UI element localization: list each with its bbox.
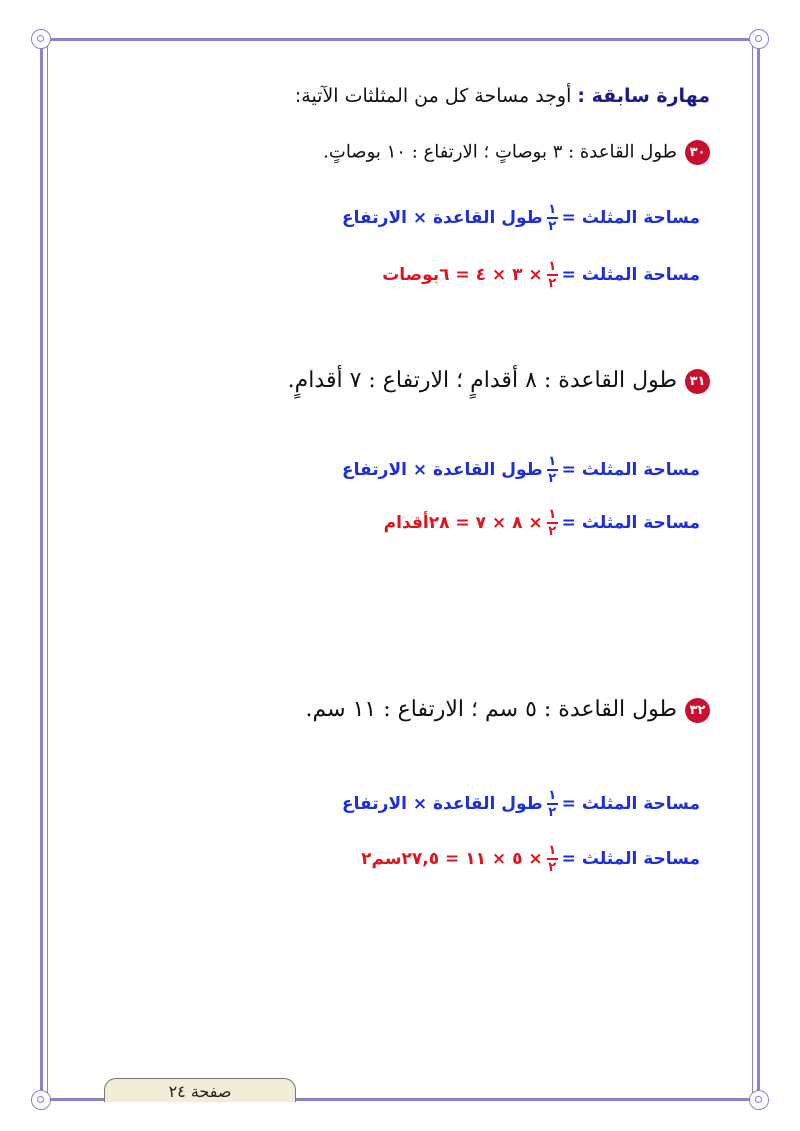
calculation-result: × ٥ × ١١ = ٢٧,٥سم٢ [361,849,543,869]
fraction-numerator: ١ [548,259,557,274]
formula-lhs: مساحة المثلث = [561,460,700,480]
area-rule-formula-30 [342,203,700,233]
corner-ornament-top-left [31,29,51,49]
problem-statement-31 [288,368,710,394]
corner-ornament-top-right [749,29,769,49]
half-fraction [547,789,558,819]
calculation-result: × ٨ × ٧ = ٢٨أقدام [383,513,543,533]
fraction-numerator: ١ [548,454,557,469]
area-calculation-31 [384,508,700,538]
problem-text: طول القاعدة : ٥ سم ؛ الارتفاع : ١١ سم. [305,697,677,722]
corner-ornament-bottom-left [31,1090,51,1110]
fraction-denominator: ٢ [548,805,557,820]
area-rule-formula-32 [342,789,700,819]
formula-rhs: طول القاعدة × الارتفاع [342,794,543,814]
corner-ornament-bottom-right [749,1090,769,1110]
formula-lhs: مساحة المثلث = [561,513,700,533]
calculation-result: × ٣ × ٤ = ٦بوصات [382,265,543,285]
half-fraction [547,844,558,874]
frame-inner-left-border [47,45,48,1094]
formula-rhs: طول القاعدة × الارتفاع [342,460,543,480]
formula-lhs: مساحة المثلث = [561,265,700,285]
fraction-denominator: ٢ [548,471,557,486]
frame-right-border [757,38,760,1101]
frame-inner-right-border [752,45,753,1094]
formula-lhs: مساحة المثلث = [561,794,700,814]
problem-number-badge: ٣٠ [685,140,710,165]
fraction-denominator: ٢ [548,524,557,539]
half-fraction [547,260,558,290]
problem-statement-32 [306,697,710,723]
half-fraction [547,455,558,485]
fraction-denominator: ٢ [548,219,557,234]
problem-text: طول القاعدة : ٨ أقدامٍ ؛ الارتفاع : ٧ أقدامٍ. [287,368,677,393]
formula-rhs: طول القاعدة × الارتفاع [342,208,543,228]
problem-statement-30 [323,140,710,165]
fraction-numerator: ١ [548,843,557,858]
problem-number-badge: ٣١ [685,369,710,394]
fraction-numerator: ١ [548,507,557,522]
frame-left-border [40,38,43,1101]
formula-lhs: مساحة المثلث = [561,849,700,869]
half-fraction [547,508,558,538]
fraction-numerator: ١ [548,788,557,803]
section-header [295,85,710,107]
page-number-tab [104,1078,296,1102]
fraction-numerator: ١ [548,202,557,217]
fraction-denominator: ٢ [548,276,557,291]
frame-top-border [40,38,760,41]
area-calculation-32 [361,844,700,874]
page-number-label: صفحة ٢٤ [168,1082,232,1101]
area-calculation-30 [382,260,700,290]
area-rule-formula-31 [342,455,700,485]
half-fraction [547,203,558,233]
problem-number-badge: ٣٢ [685,698,710,723]
skill-label: مهارة سابقة : [577,85,710,107]
instruction-text: أوجد مساحة كل من المثلثات الآتية: [294,85,572,107]
fraction-denominator: ٢ [548,860,557,875]
problem-text: طول القاعدة : ٣ بوصاتٍ ؛ الارتفاع : ١٠ بوصاتٍ. [323,141,677,163]
formula-lhs: مساحة المثلث = [561,208,700,228]
